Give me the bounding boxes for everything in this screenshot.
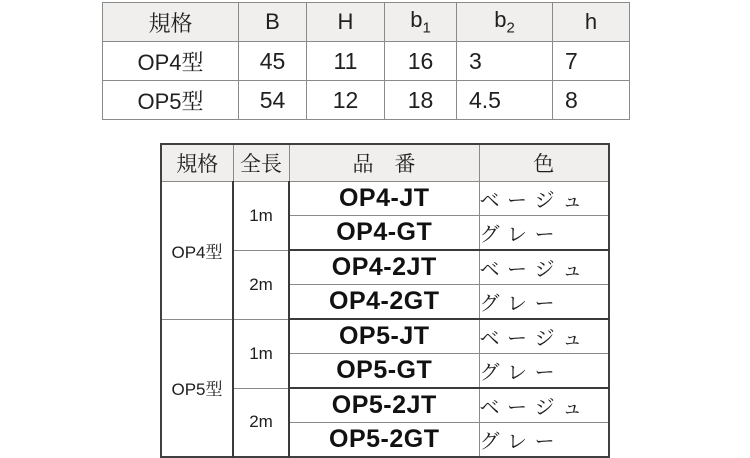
parts-table xyxy=(160,143,610,458)
spec-header-b: B xyxy=(239,3,307,42)
spec-table-row xyxy=(103,42,630,81)
parts-cell-partno: OP4-JT xyxy=(289,182,479,216)
spec-header-h-small: h xyxy=(553,3,630,42)
parts-cell-partno: OP5-JT xyxy=(289,319,479,354)
parts-cell-length: 1m xyxy=(233,182,289,251)
parts-cell-partno: OP4-2GT xyxy=(289,285,479,320)
parts-cell-length: 2m xyxy=(233,250,289,319)
spec-header-b2 xyxy=(457,3,553,42)
spec-cell-b2: 3 xyxy=(457,42,553,81)
parts-cell-color: ベ ー ジ ュ xyxy=(479,319,609,354)
spec-cell-h: 11 xyxy=(307,42,385,81)
table-row xyxy=(161,319,609,354)
parts-cell-partno: OP5-GT xyxy=(289,354,479,389)
spec-table-row xyxy=(103,81,630,120)
parts-cell-partno: OP5-2JT xyxy=(289,388,479,423)
parts-table-header-row xyxy=(161,144,609,182)
spec-table-header-row xyxy=(103,3,630,42)
spec-header-b1 xyxy=(385,3,457,42)
spec-cell-b: 54 xyxy=(239,81,307,120)
parts-header-partno: 品 番 xyxy=(289,144,479,182)
spec-cell-b1: 18 xyxy=(385,81,457,120)
spec-header-b1-base: b xyxy=(410,7,423,33)
table-row xyxy=(161,182,609,216)
parts-cell-color: グ レ ー xyxy=(479,423,609,458)
spec-cell-h: 12 xyxy=(307,81,385,120)
spec-cell-kikaku: OP5型 xyxy=(103,81,239,120)
parts-cell-color: グ レ ー xyxy=(479,285,609,320)
parts-header-color: 色 xyxy=(479,144,609,182)
spec-cell-b1: 16 xyxy=(385,42,457,81)
spec-header-b2-base: b xyxy=(494,7,507,33)
parts-cell-length: 2m xyxy=(233,388,289,457)
parts-header-kikaku: 規格 xyxy=(161,144,233,182)
spec-header-b2-sub: 2 xyxy=(506,19,515,37)
parts-cell-color: ベ ー ジ ュ xyxy=(479,182,609,216)
parts-cell-color: グ レ ー xyxy=(479,216,609,251)
parts-cell-partno: OP4-2JT xyxy=(289,250,479,285)
parts-cell-kikaku: OP4型 xyxy=(161,182,233,320)
parts-header-length: 全長 xyxy=(233,144,289,182)
spec-cell-h-small: 7 xyxy=(553,42,630,81)
parts-cell-color: ベ ー ジ ュ xyxy=(479,250,609,285)
spec-cell-h-small: 8 xyxy=(553,81,630,120)
spec-cell-kikaku: OP4型 xyxy=(103,42,239,81)
spec-cell-b2: 4.5 xyxy=(457,81,553,120)
parts-cell-kikaku: OP5型 xyxy=(161,319,233,457)
spec-header-h: H xyxy=(307,3,385,42)
spec-table xyxy=(102,2,630,120)
spec-header-b1-sub: 1 xyxy=(422,19,431,37)
parts-cell-color: グ レ ー xyxy=(479,354,609,389)
spec-header-kikaku: 規格 xyxy=(103,3,239,42)
parts-cell-color: ベ ー ジ ュ xyxy=(479,388,609,423)
parts-cell-length: 1m xyxy=(233,319,289,388)
parts-cell-partno: OP5-2GT xyxy=(289,423,479,458)
parts-cell-partno: OP4-GT xyxy=(289,216,479,251)
spec-cell-b: 45 xyxy=(239,42,307,81)
